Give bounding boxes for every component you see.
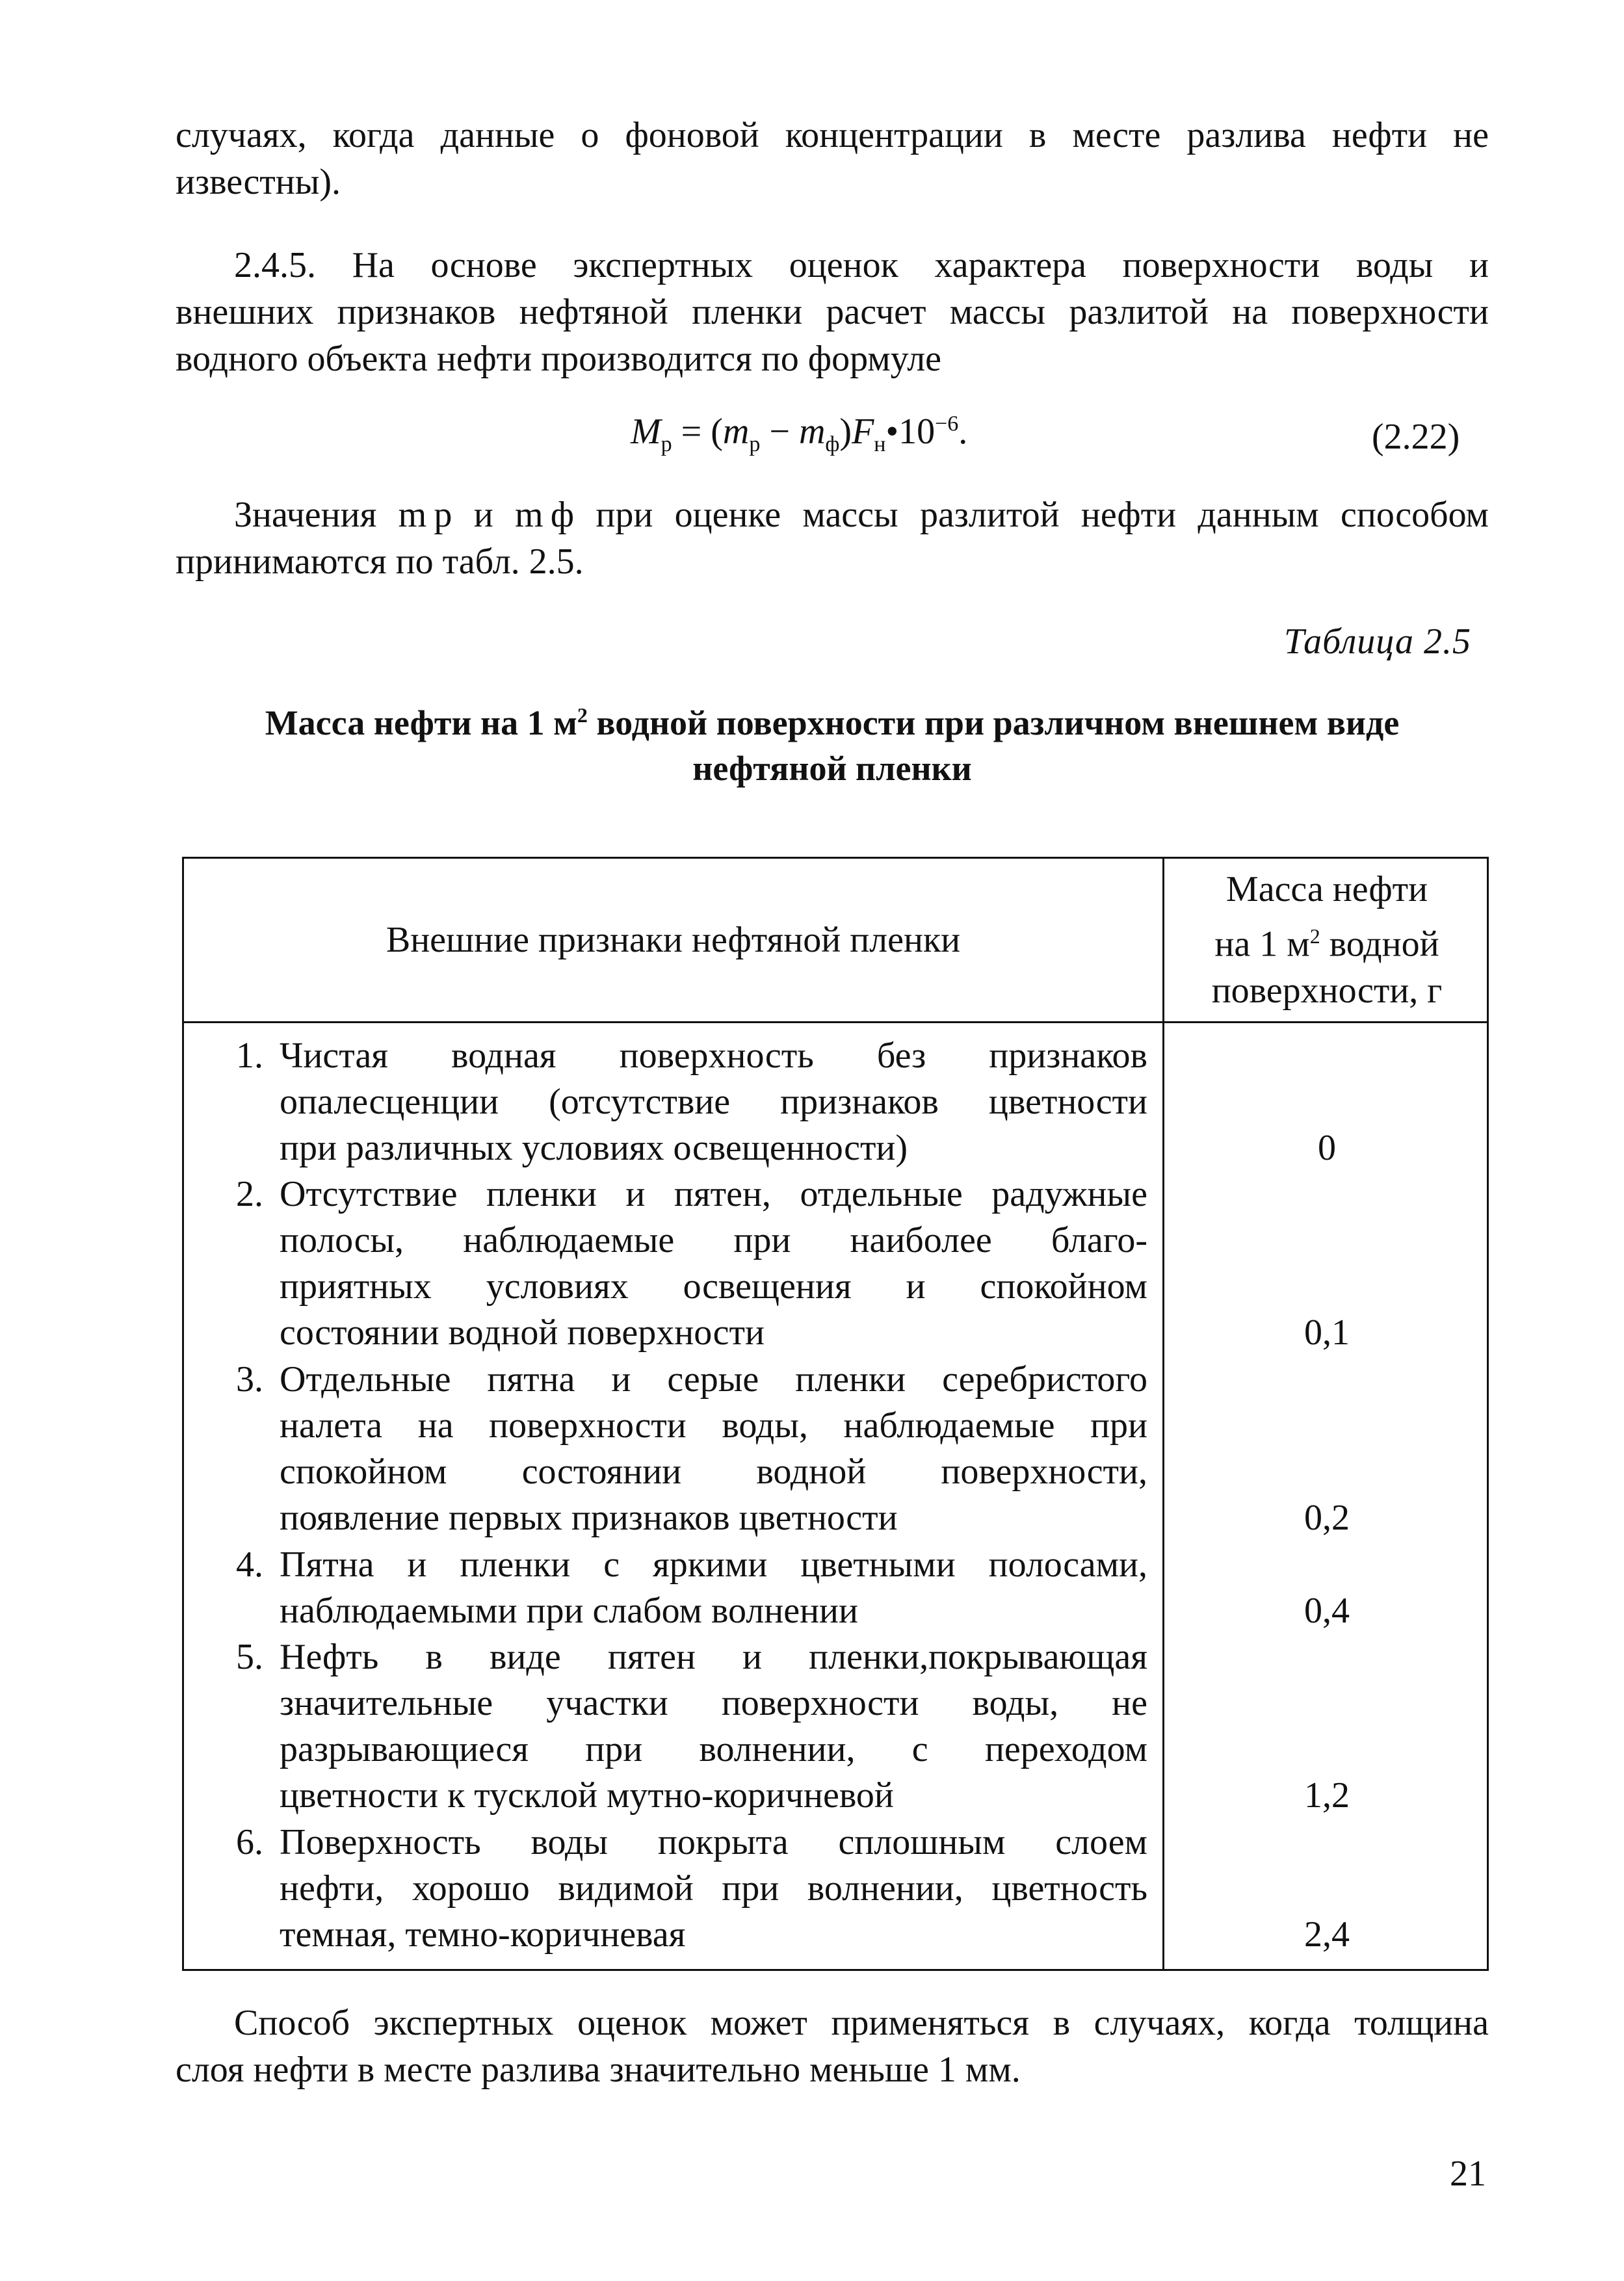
table-title-line: нефтяной пленки <box>692 749 972 788</box>
formula-operator: = ( <box>672 411 723 452</box>
row-line: темная, темно-коричневая <box>280 1914 686 1955</box>
formula-operator: − <box>760 411 799 452</box>
header-mass-line: Масса нефти <box>1225 868 1428 909</box>
row-line: значительные участки поверхности воды, не <box>280 1683 1147 1723</box>
paragraph-intro <box>176 112 1489 205</box>
row-line: приятных условиях освещения и спокойном <box>280 1266 1147 1307</box>
formula-symbol: m <box>722 411 750 452</box>
formula-subscript: р <box>661 432 672 457</box>
row-line: Нефть в виде пятен и пленки,покрывающая <box>280 1637 1147 1677</box>
row-line: состоянии водной поверхности <box>280 1312 765 1353</box>
table-title-line <box>176 692 1489 746</box>
row-text <box>280 1634 1147 1819</box>
row-value: 0 <box>1318 1128 1336 1168</box>
row-line: при различных условиях освещенности) <box>280 1128 908 1168</box>
text-line: внешних признаков нефтяной пленки расчет массы разлитой на поверхности <box>176 292 1489 332</box>
row-line: цветности к тусклой мутно-коричневой <box>280 1775 894 1816</box>
header-mass-text: на 1 м <box>1214 924 1310 965</box>
paragraph-values <box>176 491 1489 585</box>
header-mass-line: поверхности, г <box>1211 971 1443 1011</box>
row-text <box>280 1542 1147 1634</box>
row-line: спокойном состоянии водной поверхности, <box>280 1452 1147 1492</box>
text-line: слоя нефти в месте разлива значительно меньше 1 мм. <box>176 2050 1021 2090</box>
header-mass <box>1164 859 1489 1021</box>
row-line: Поверхность воды покрыта сплошным слоем <box>280 1822 1147 1862</box>
equation-number: (2.22) <box>1372 417 1460 457</box>
oil-mass-table <box>182 857 1489 1971</box>
formula-operator: •10 <box>885 411 936 452</box>
row-line: опалесценции (отсутствие признаков цветности <box>280 1082 1147 1122</box>
row-line: полосы, наблюдаемые при наиболее благо- <box>280 1220 1147 1260</box>
formula-symbol: m <box>798 411 826 452</box>
header-mass-text: водной <box>1320 924 1439 965</box>
text-line: 2.4.5. На основе экспертных оценок характера поверхности воды и <box>234 245 1489 285</box>
row-number: 1. <box>236 1036 263 1076</box>
row-value: 0,1 <box>1304 1312 1350 1353</box>
text-line: случаях, когда данные о фоновой концентрации в месте разлива нефти не <box>176 115 1489 155</box>
row-number: 4. <box>236 1545 263 1585</box>
row-number: 5. <box>236 1637 263 1677</box>
formula-subscript: ф <box>825 432 840 457</box>
formula-symbol: F <box>852 411 874 452</box>
header-divider <box>184 1021 1487 1023</box>
text-line: водного объекта нефти производится по формуле <box>176 339 942 379</box>
row-line: Отдельные пятна и серые пленки серебристого <box>280 1359 1147 1400</box>
paragraph-conclusion <box>176 2000 1489 2093</box>
row-value: 2,4 <box>1304 1914 1350 1955</box>
superscript: 2 <box>1309 924 1320 948</box>
formula-symbol: M <box>631 411 661 452</box>
table-title <box>176 692 1489 791</box>
row-line: налета на поверхности воды, наблюдаемые при <box>280 1405 1147 1446</box>
row-value: 1,2 <box>1304 1775 1350 1816</box>
header-mass-line <box>1212 913 1443 968</box>
formula-exponent: −6 <box>935 411 959 436</box>
paragraph-2-4-5 <box>176 242 1489 382</box>
formula-operator: . <box>958 411 968 452</box>
table-title-text: водной поверхности при различном внешнем виде <box>587 703 1400 742</box>
formula-subscript: р <box>749 432 761 457</box>
text-line: Способ экспертных оценок может применяться в случаях, когда толщина <box>234 2003 1489 2043</box>
table-title-text: Масса нефти на 1 м <box>265 703 577 742</box>
text-line: принимаются по табл. 2.5. <box>176 541 584 582</box>
row-line: разрывающиеся при волнении, с переходом <box>280 1729 1147 1769</box>
text-line: известны). <box>176 162 341 202</box>
row-line: Чистая водная поверхность без признаков <box>280 1036 1147 1076</box>
row-number: 3. <box>236 1359 263 1400</box>
formula-operator: ) <box>839 411 852 452</box>
text-line: Значения m р и m ф при оценке массы разлитой нефти данным способом <box>234 495 1489 535</box>
row-text <box>280 1171 1147 1356</box>
row-line: нефти, хорошо видимой при волнении, цветность <box>280 1868 1147 1909</box>
table-label: Таблица 2.5 <box>1284 621 1471 662</box>
row-value: 0,2 <box>1304 1498 1350 1538</box>
page-number: 21 <box>1450 2154 1486 2194</box>
row-number: 2. <box>236 1174 263 1214</box>
row-line: Пятна и пленки с яркими цветными полосами, <box>280 1545 1147 1585</box>
header-signs: Внешние признаки нефтяной пленки <box>386 920 961 960</box>
row-text <box>280 1819 1147 1958</box>
superscript: 2 <box>577 703 588 727</box>
formula-subscript: н <box>874 432 886 457</box>
row-number: 6. <box>236 1822 263 1862</box>
row-text <box>280 1033 1147 1171</box>
row-line: появление первых признаков цветности <box>280 1498 898 1538</box>
formula <box>631 411 967 457</box>
row-value: 0,4 <box>1304 1591 1350 1631</box>
row-line: наблюдаемыми при слабом волнении <box>280 1591 858 1631</box>
row-line: Отсутствие пленки и пятен, отдельные радужные <box>280 1174 1147 1214</box>
row-text <box>280 1357 1147 1541</box>
